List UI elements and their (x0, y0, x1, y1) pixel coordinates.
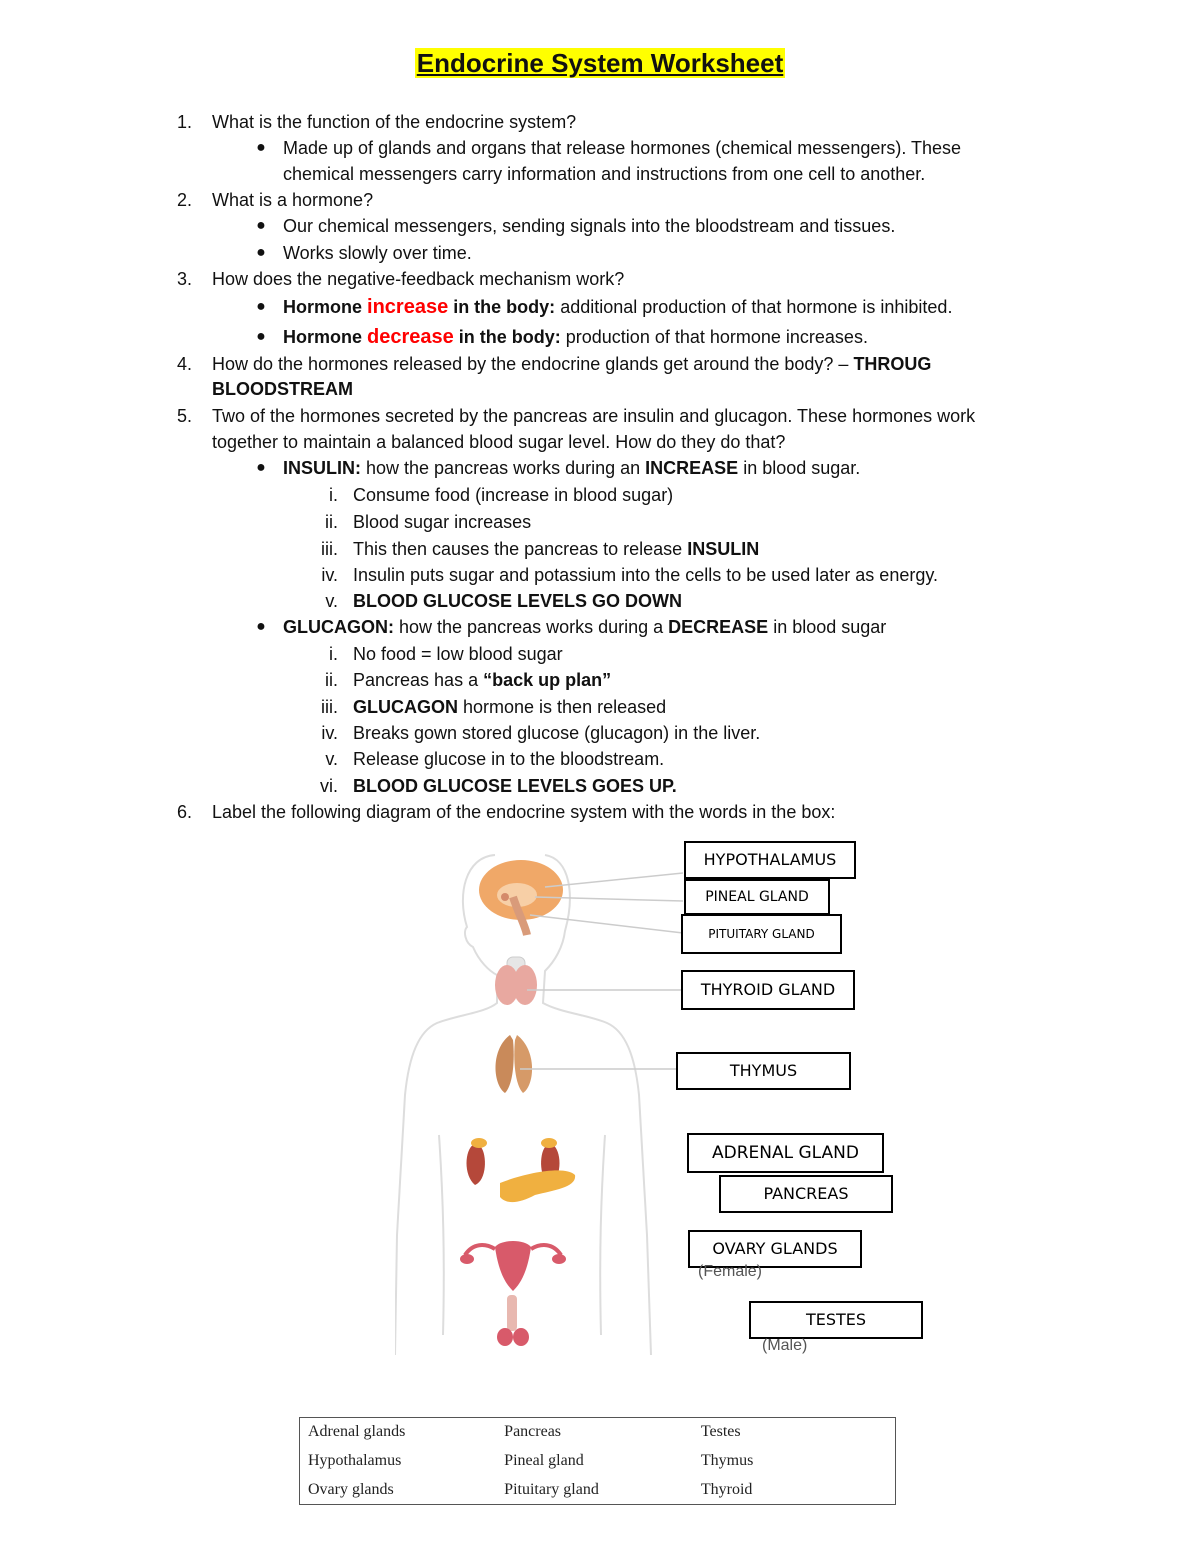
glucagon-step-num: vi. (320, 776, 338, 796)
bullet-icon: ● (256, 328, 266, 345)
glucagon-step: No food = low blood sugar (353, 644, 563, 664)
insulin-step (353, 538, 759, 560)
male-note: (Male) (762, 1337, 808, 1354)
q5-question-line2: together to maintain a balanced blood sugar level. How do they do that? (212, 432, 786, 452)
word-box (299, 1417, 896, 1505)
q3-a1-bold: in the body: (448, 297, 556, 317)
q2-answer-1: Our chemical messengers, sending signals into the bloodstream and tissues. (283, 216, 896, 236)
word-cell: Thymus (700, 1451, 754, 1469)
q1-question: What is the function of the endocrine system? (212, 112, 577, 132)
worksheet-title (0, 48, 1200, 79)
insulin-step-text: This then causes the pancreas to release (353, 539, 688, 559)
insulin-step: BLOOD GLUCOSE LEVELS GO DOWN (353, 591, 683, 611)
endocrine-diagram (395, 835, 695, 1380)
insulin-step-num: iii. (321, 539, 338, 559)
word-cell: Testes (700, 1423, 741, 1441)
q3-answer-2 (283, 326, 868, 348)
label-testes: TESTES (749, 1301, 923, 1339)
label-ovary-glands: OVARY GLANDS (688, 1230, 862, 1268)
insulin-step: Consume food (increase in blood sugar) (353, 485, 674, 505)
q3-a2-bold: in the body: (453, 327, 561, 347)
glucagon-text2: in blood sugar (768, 617, 887, 637)
q3-number: 3. (176, 269, 192, 289)
q3-a1-prefix: Hormone (283, 297, 368, 317)
q3-answer-1 (283, 296, 952, 318)
insulin-heading (283, 457, 860, 479)
thyroid-icon (495, 957, 537, 1005)
q5-number: 5. (176, 406, 192, 426)
word-box-row (300, 1475, 896, 1504)
glucagon-step-num: iv. (321, 723, 338, 743)
insulin-step: Insulin puts sugar and potassium into the cells to be used later as energy. (353, 565, 939, 585)
insulin-step-num: ii. (325, 512, 338, 532)
q3-a2-rest: production of that hormone increases. (560, 327, 868, 347)
q5-question-line1: Two of the hormones secreted by the pancreas are insulin and glucagon. These hormones work (212, 406, 976, 426)
word-cell: Adrenal glands (308, 1423, 406, 1441)
q3-a1-rest: additional production of that hormone is inhibited. (555, 297, 953, 317)
label-pineal-gland: PINEAL GLAND (684, 879, 830, 915)
glucagon-step (353, 696, 666, 718)
insulin-text2: in blood sugar. (738, 458, 861, 478)
bullet-icon: ● (256, 618, 266, 635)
glucagon-step-num: ii. (325, 670, 338, 690)
insulin-label: INSULIN: (283, 458, 361, 478)
label-adrenal-gland: ADRENAL GLAND (687, 1133, 884, 1173)
title-text: Endocrine System Worksheet (416, 48, 784, 78)
label-thyroid-gland: THYROID GLAND (681, 970, 855, 1010)
glucagon-label: GLUCAGON: (283, 617, 394, 637)
glucagon-step: Release glucose in to the bloodstream. (353, 749, 665, 769)
glucagon-step-text: Pancreas has a (353, 670, 484, 690)
label-pancreas: PANCREAS (719, 1175, 893, 1213)
q6-number: 6. (176, 802, 192, 822)
insulin-increase: INCREASE (645, 458, 739, 478)
q1-number: 1. (176, 112, 192, 132)
q6-question: Label the following diagram of the endocrine system with the words in the box: (212, 802, 836, 822)
glucagon-heading (283, 616, 886, 638)
testes-icon (497, 1295, 529, 1346)
insulin-text1: how the pancreas works during an (361, 458, 646, 478)
q4-question (212, 353, 931, 375)
word-cell: Pancreas (504, 1423, 562, 1441)
label-pituitary-gland: PITUITARY GLAND (681, 914, 842, 954)
female-note: (Female) (698, 1263, 763, 1280)
insulin-step-bold: INSULIN (687, 539, 760, 559)
q1-answer-line2: chemical messengers carry information and instructions from one cell to another. (283, 164, 926, 184)
glucagon-decrease: DECREASE (668, 617, 769, 637)
bullet-icon: ● (256, 244, 266, 261)
word-cell: Thyroid (700, 1480, 753, 1498)
q4-number: 4. (176, 354, 192, 374)
bullet-icon: ● (256, 459, 266, 476)
glucagon-step (353, 669, 611, 691)
word-box-row (300, 1418, 896, 1447)
insulin-step-num: i. (329, 485, 338, 505)
q4-answer-part1: THROUG (853, 354, 932, 374)
glucagon-step: BLOOD GLUCOSE LEVELS GOES UP. (353, 776, 677, 796)
glucagon-step-bold: GLUCAGON (353, 697, 458, 717)
q3-question: How does the negative-feedback mechanism work? (212, 269, 625, 289)
insulin-step-num: iv. (321, 565, 338, 585)
q2-answer-2: Works slowly over time. (283, 243, 472, 263)
glucagon-step-num: i. (329, 644, 338, 664)
word-cell: Pineal gland (504, 1451, 584, 1469)
q3-a2-prefix: Hormone (283, 327, 368, 347)
word-cell: Ovary glands (308, 1480, 394, 1498)
q3-a1-keyword: increase (367, 296, 449, 318)
pancreas-icon (500, 1170, 575, 1202)
q4-text: How do the hormones released by the endocrine glands get around the body? – (212, 354, 854, 374)
glucagon-step-num: v. (325, 749, 338, 769)
label-thymus: THYMUS (676, 1052, 851, 1090)
q2-number: 2. (176, 190, 192, 210)
q4-answer-part2: BLOODSTREAM (212, 379, 353, 399)
bullet-icon: ● (256, 217, 266, 234)
insulin-step-num: v. (325, 591, 338, 611)
glucagon-step: Breaks gown stored glucose (glucagon) in the liver. (353, 723, 761, 743)
glucagon-step-bold: “back up plan” (483, 670, 612, 690)
q1-answer-line1: Made up of glands and organs that release hormones (chemical messengers). These (283, 138, 962, 158)
ovary-icon (460, 1241, 566, 1291)
bullet-icon: ● (256, 298, 266, 315)
insulin-step: Blood sugar increases (353, 512, 532, 532)
q2-question: What is a hormone? (212, 190, 374, 210)
word-cell: Pituitary gland (504, 1480, 599, 1498)
bullet-icon: ● (256, 139, 266, 156)
glucagon-step-text: hormone is then released (458, 697, 667, 717)
label-hypothalamus: HYPOTHALAMUS (684, 841, 856, 879)
word-box-row (300, 1447, 896, 1476)
q3-a2-keyword: decrease (367, 326, 454, 348)
thymus-icon (495, 1035, 532, 1093)
glucagon-text1: how the pancreas works during a (394, 617, 669, 637)
word-cell: Hypothalamus (308, 1451, 402, 1469)
glucagon-step-num: iii. (321, 697, 338, 717)
